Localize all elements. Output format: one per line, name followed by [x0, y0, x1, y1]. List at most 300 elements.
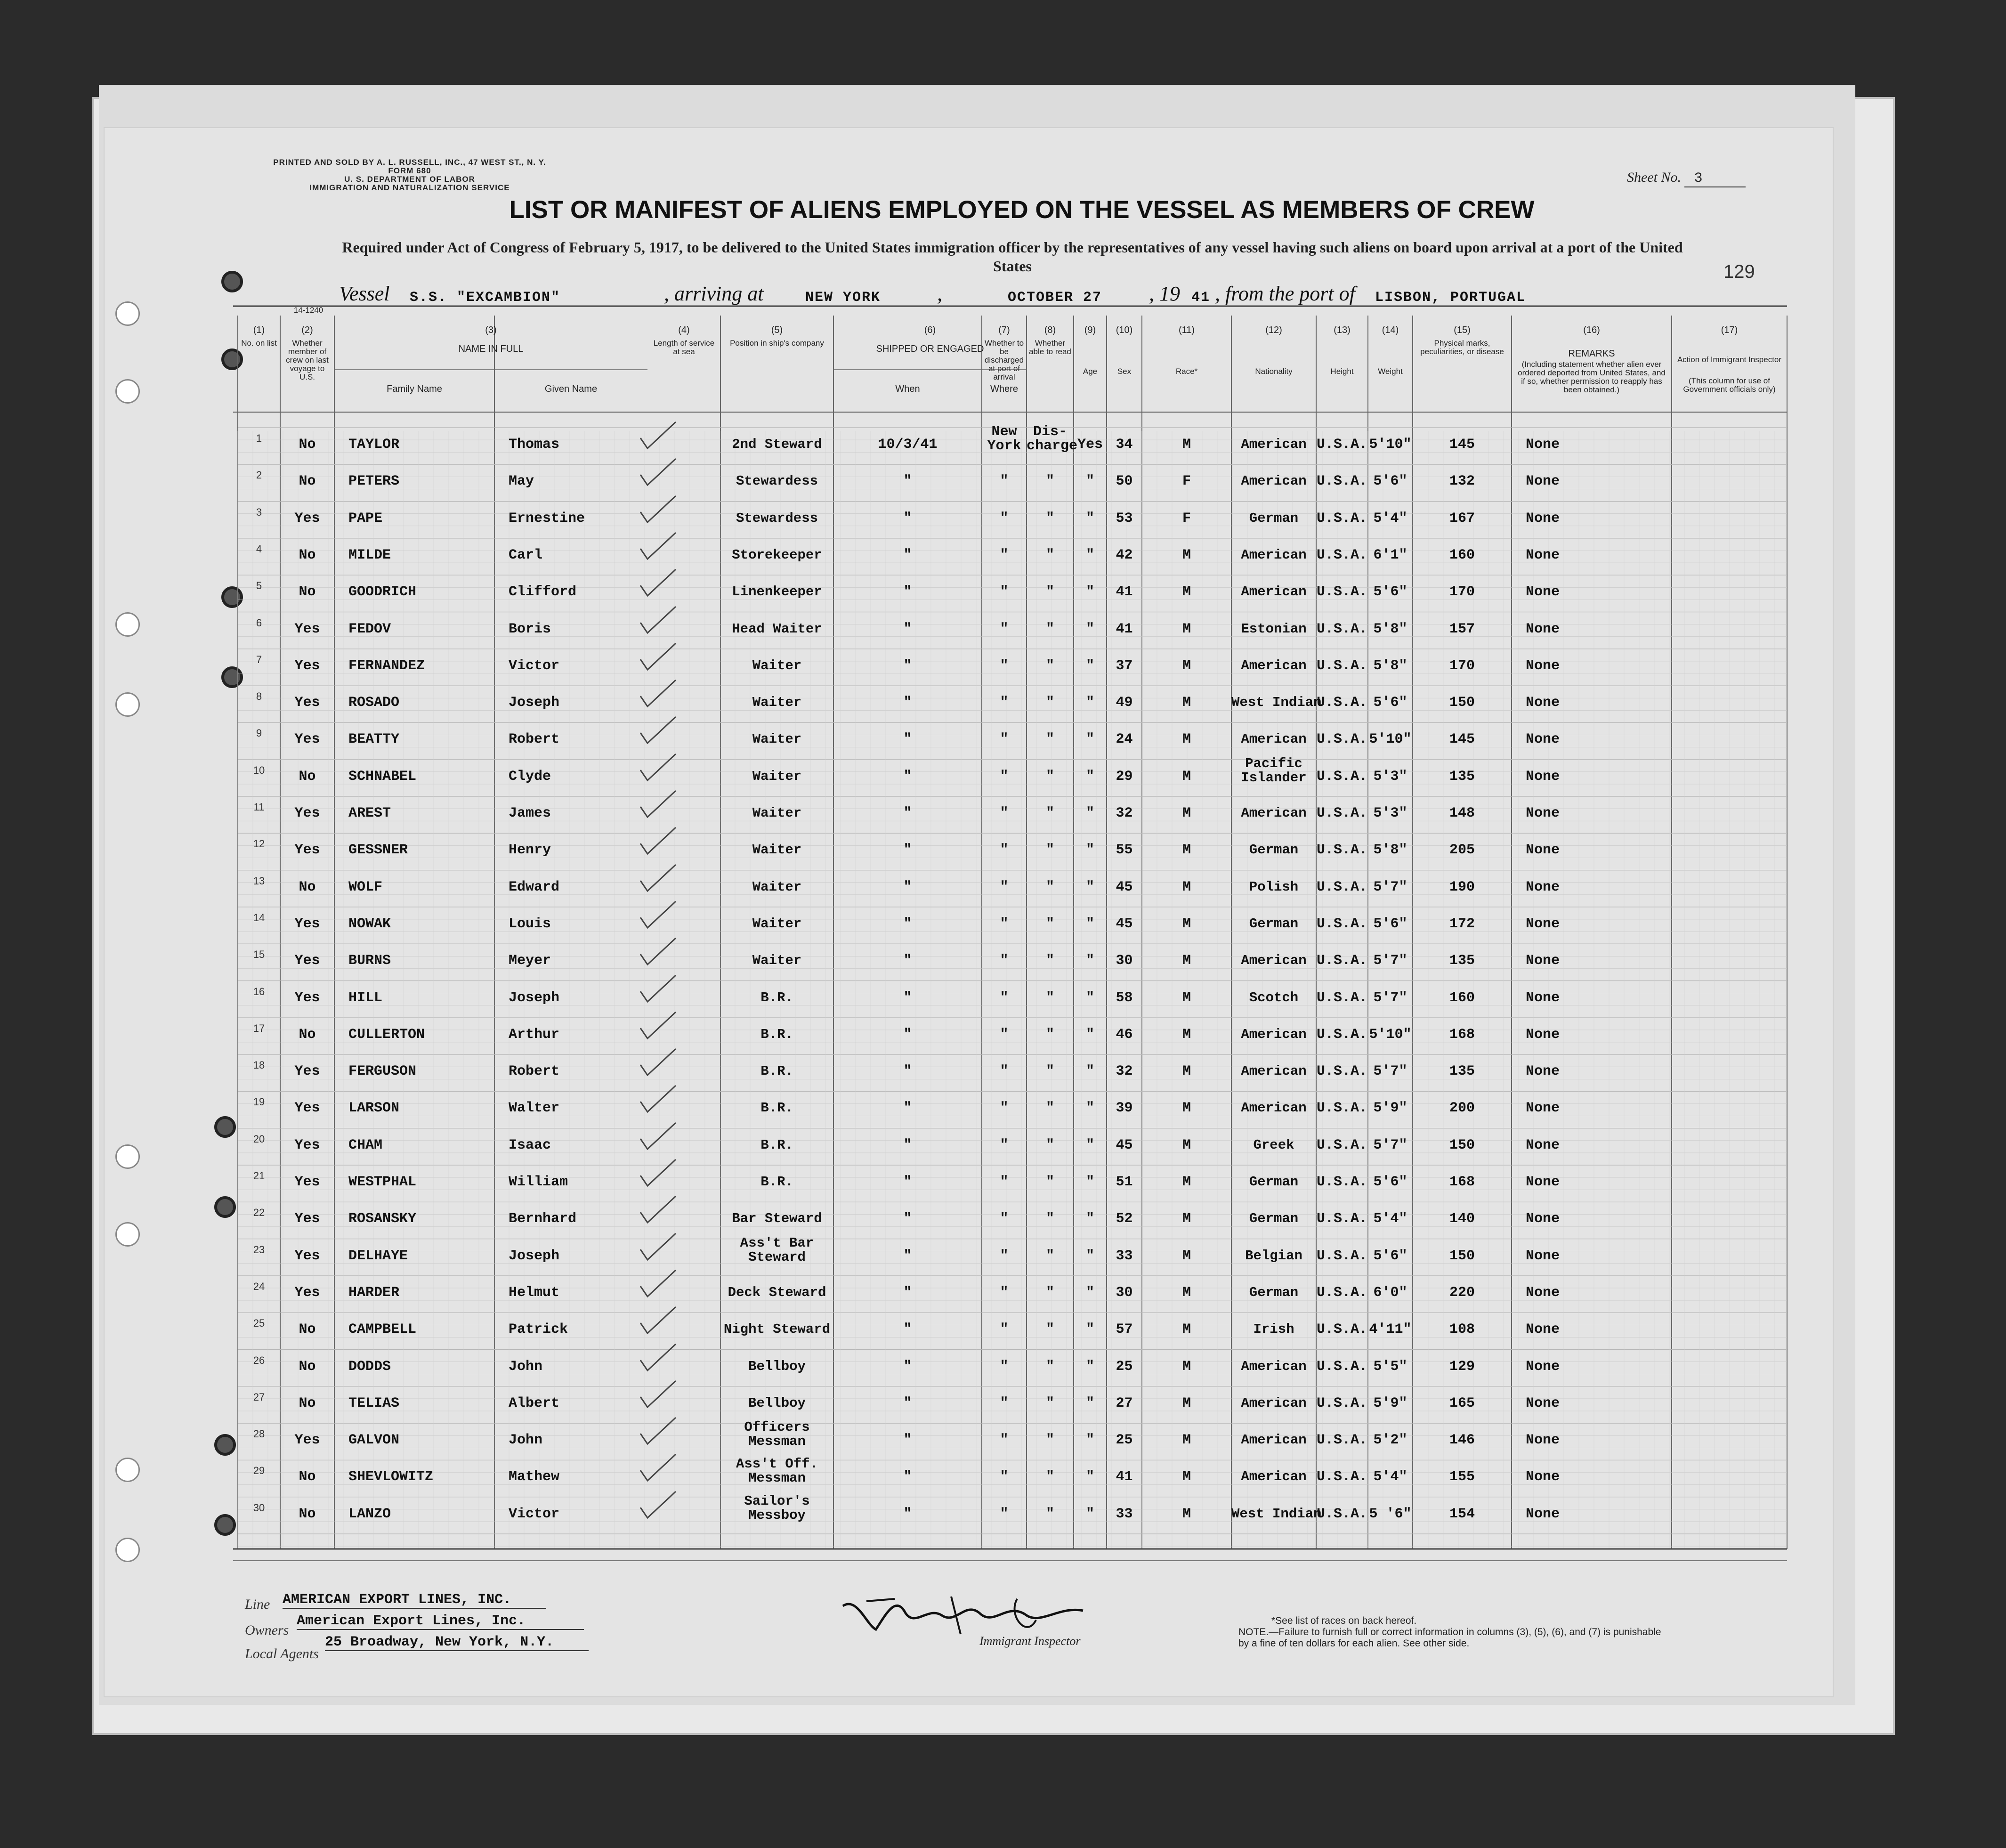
cell-family: BEATTY — [348, 731, 400, 748]
column-header-shipped: SHIPPED OR ENGAGED — [876, 344, 984, 354]
cell-age: 42 — [1116, 547, 1133, 563]
row-number: 5 — [256, 580, 262, 592]
column-number: (12) — [1265, 325, 1282, 335]
cell-age: 45 — [1116, 1137, 1133, 1153]
cell-last: Yes — [294, 657, 320, 674]
cell-when: " — [903, 1174, 912, 1190]
cell-given: Robert — [509, 731, 560, 748]
column-header-col14: Weight — [1378, 367, 1403, 376]
arrival-date: OCTOBER 27 — [1008, 290, 1102, 306]
cell-read: " — [1085, 1248, 1094, 1264]
cell-family: GESSNER — [348, 842, 408, 859]
cell-age: 41 — [1116, 584, 1133, 600]
column-header-col8: Whether able to read — [1029, 339, 1071, 356]
check-mark-icon — [638, 973, 676, 1005]
cell-weight: 220 — [1449, 1284, 1475, 1301]
cell-family: LARSON — [348, 1100, 400, 1117]
cell-marks: None — [1526, 879, 1560, 895]
cell-last: No — [299, 879, 316, 895]
cell-age: 45 — [1116, 879, 1133, 895]
cell-where: " — [1000, 916, 1009, 932]
cell-when: " — [903, 1026, 912, 1043]
cell-discharge: " — [1045, 989, 1054, 1006]
inspector-label: Immigrant Inspector — [979, 1634, 1081, 1648]
column-header-where: Where — [990, 384, 1018, 394]
row-number: 27 — [253, 1391, 265, 1403]
row-number: 26 — [253, 1354, 265, 1366]
cell-race: American — [1241, 1063, 1307, 1079]
from-port-label: , from the port of — [1215, 282, 1355, 305]
cell-read: " — [1085, 510, 1094, 527]
departure-port: LISBON, PORTUGAL — [1375, 290, 1526, 306]
cell-when: " — [903, 1506, 912, 1522]
cell-discharge: " — [1045, 1395, 1054, 1411]
cell-when: " — [903, 768, 912, 785]
cell-last: Yes — [294, 1211, 320, 1227]
cell-age: 25 — [1116, 1432, 1133, 1449]
cell-weight: 172 — [1449, 916, 1475, 932]
cell-height: 5'7" — [1373, 879, 1407, 895]
cell-family: SCHNABEL — [348, 768, 417, 785]
cell-discharge: " — [1045, 879, 1054, 895]
cell-where: " — [1000, 1137, 1009, 1153]
column-number: (11) — [1178, 325, 1195, 335]
cell-height: 5'7" — [1373, 989, 1407, 1006]
cell-family: DELHAYE — [348, 1248, 408, 1264]
cell-sex: M — [1182, 1211, 1191, 1227]
cell-nat: U.S.A. — [1316, 510, 1368, 527]
column-header-family-name: Family Name — [387, 384, 442, 394]
cell-sex: F — [1182, 473, 1191, 490]
cell-race: American — [1241, 953, 1307, 969]
cell-last: Yes — [294, 1100, 320, 1117]
cell-position: Bellboy — [748, 1358, 806, 1374]
cell-last: No — [299, 1506, 316, 1522]
cell-read: " — [1085, 547, 1094, 563]
cell-race: German — [1249, 1284, 1299, 1300]
check-mark-icon — [638, 493, 676, 526]
cell-height: 6'1" — [1373, 547, 1407, 563]
cell-given: Mathew — [509, 1469, 560, 1485]
column-number: (4) — [678, 325, 690, 335]
cell-sex: M — [1182, 805, 1191, 821]
cell-race: American — [1241, 584, 1307, 600]
cell-when: " — [903, 621, 912, 637]
cell-sex: M — [1182, 1174, 1191, 1190]
cell-nat: U.S.A. — [1316, 1211, 1368, 1227]
cell-sex: M — [1182, 916, 1191, 932]
cell-marks: None — [1526, 1358, 1560, 1375]
cell-discharge: " — [1045, 1248, 1054, 1264]
cell-marks: None — [1526, 1026, 1560, 1043]
cell-when: " — [903, 695, 912, 711]
check-mark-icon — [638, 530, 676, 563]
row-number: 15 — [253, 948, 265, 961]
cell-read: " — [1085, 1469, 1094, 1485]
cell-race: Scotch — [1249, 989, 1299, 1005]
cell-family: CULLERTON — [348, 1026, 425, 1043]
cell-weight: 145 — [1449, 437, 1475, 453]
column-number: (1) — [253, 325, 265, 335]
cell-weight: 135 — [1449, 953, 1475, 969]
cell-position: B.R. — [760, 1100, 793, 1116]
department-name: U. S. DEPARTMENT OF LABOR — [344, 175, 475, 184]
check-mark-icon — [638, 1378, 676, 1411]
cell-when: " — [903, 842, 912, 859]
cell-when: " — [903, 1248, 912, 1264]
cell-read: " — [1085, 1211, 1094, 1227]
cell-read: " — [1085, 768, 1094, 785]
cell-position: Waiter — [752, 768, 802, 784]
cell-read: " — [1085, 1174, 1094, 1190]
column-number: (10) — [1116, 325, 1133, 335]
cell-family: BURNS — [348, 953, 391, 969]
vessel-line: Vessel S.S. "EXCAMBION" , arriving at NEW YORK , OCTOBER 27 , 19 41 , from the port of LISBON, PORTUGAL — [339, 280, 1705, 308]
cell-last: No — [299, 584, 316, 600]
cell-marks: None — [1526, 805, 1560, 821]
cell-nat: U.S.A. — [1316, 1358, 1368, 1375]
cell-read: " — [1085, 805, 1094, 821]
cell-read: " — [1085, 842, 1094, 859]
cell-weight: 190 — [1449, 879, 1475, 895]
cell-position: B.R. — [760, 1174, 793, 1190]
row-number: 20 — [253, 1133, 265, 1145]
cell-position: Bellboy — [748, 1395, 806, 1411]
cell-sex: M — [1182, 1063, 1191, 1080]
cell-when: " — [903, 1395, 912, 1411]
column-number: (13) — [1334, 325, 1351, 335]
cell-family: GOODRICH — [348, 584, 417, 600]
cell-given: Joseph — [509, 989, 560, 1006]
cell-when: " — [903, 989, 912, 1006]
cell-discharge: " — [1045, 1063, 1054, 1080]
cell-discharge: Dis- charge — [1027, 424, 1078, 454]
cell-age: 51 — [1116, 1174, 1133, 1190]
cell-last: No — [299, 1395, 316, 1411]
page-title: LIST OR MANIFEST OF ALIENS EMPLOYED ON THE VESSEL AS MEMBERS OF CREW — [509, 196, 1535, 224]
cell-weight: 145 — [1449, 731, 1475, 748]
cell-given: Carl — [509, 547, 543, 563]
check-mark-icon — [638, 862, 676, 895]
cell-position: Deck Steward — [728, 1284, 826, 1300]
cell-position: Waiter — [752, 695, 802, 711]
cell-family: AREST — [348, 805, 391, 821]
cell-marks: None — [1526, 657, 1560, 674]
cell-read: " — [1085, 695, 1094, 711]
cell-sex: M — [1182, 1358, 1191, 1375]
cell-read: " — [1085, 1100, 1094, 1117]
cell-discharge: " — [1045, 1100, 1054, 1117]
column-number: (5) — [771, 325, 783, 335]
cell-family: WOLF — [348, 879, 383, 895]
cell-weight: 135 — [1449, 1063, 1475, 1080]
cell-read: " — [1085, 1026, 1094, 1043]
cell-where: " — [1000, 1395, 1009, 1411]
cell-given: Robert — [509, 1063, 560, 1080]
column-header-name: NAME IN FULL — [458, 344, 524, 354]
cell-marks: None — [1526, 695, 1560, 711]
agents-value: 25 Broadway, New York, N.Y. — [325, 1634, 589, 1651]
cell-when: " — [903, 1469, 912, 1485]
cell-last: No — [299, 768, 316, 785]
check-mark-icon — [638, 677, 676, 710]
cell-sex: M — [1182, 1100, 1191, 1117]
cell-height: 5'3" — [1373, 805, 1407, 821]
cell-last: No — [299, 1469, 316, 1485]
cell-given: Boris — [509, 621, 551, 637]
cell-race: Pacific Islander — [1241, 755, 1307, 786]
row-number: 17 — [253, 1022, 265, 1034]
cell-position: Waiter — [752, 953, 802, 969]
cell-marks: None — [1526, 916, 1560, 932]
cell-weight: 146 — [1449, 1432, 1475, 1449]
cell-read: " — [1085, 1137, 1094, 1153]
cell-position: Linenkeeper — [732, 584, 822, 600]
row-number: 6 — [256, 616, 262, 629]
cell-last: Yes — [294, 1432, 320, 1449]
cell-marks: None — [1526, 731, 1560, 748]
check-mark-icon — [638, 1083, 676, 1116]
cell-discharge: " — [1045, 657, 1054, 674]
cell-family: CAMPBELL — [348, 1321, 417, 1338]
cell-weight: 129 — [1449, 1358, 1475, 1375]
cell-last: Yes — [294, 510, 320, 527]
cell-read: " — [1085, 1395, 1094, 1411]
cell-family: NOWAK — [348, 916, 391, 932]
cell-family: PETERS — [348, 473, 400, 490]
row-number: 25 — [253, 1317, 265, 1329]
cell-age: 32 — [1116, 805, 1133, 821]
check-mark-icon — [638, 714, 676, 747]
cell-nat: U.S.A. — [1316, 1100, 1368, 1117]
cell-nat: U.S.A. — [1316, 1063, 1368, 1080]
check-mark-icon — [638, 1157, 676, 1190]
footer-note — [1238, 1615, 1662, 1649]
cell-read: " — [1085, 657, 1094, 674]
cell-weight: 200 — [1449, 1100, 1475, 1117]
cell-race: American — [1241, 1026, 1307, 1042]
cell-weight: 160 — [1449, 547, 1475, 563]
cell-race: American — [1241, 1395, 1307, 1411]
cell-where: " — [1000, 989, 1009, 1006]
cell-given: Walter — [509, 1100, 560, 1117]
row-number: 23 — [253, 1243, 265, 1256]
cell-marks: None — [1526, 473, 1560, 490]
cell-family: TELIAS — [348, 1395, 400, 1411]
check-mark-icon — [638, 899, 676, 932]
cell-where: " — [1000, 510, 1009, 527]
cell-nat: U.S.A. — [1316, 657, 1368, 674]
cell-height: 5'4" — [1373, 510, 1407, 527]
cell-when: " — [903, 1358, 912, 1375]
check-mark-icon — [638, 567, 676, 600]
column-header-col5: Position in ship's company — [730, 339, 824, 348]
cell-last: Yes — [294, 621, 320, 637]
cell-sex: F — [1182, 510, 1191, 527]
check-mark-icon — [638, 935, 676, 968]
cell-last: Yes — [294, 695, 320, 711]
cell-age: 29 — [1116, 768, 1133, 785]
cell-age: 39 — [1116, 1100, 1133, 1117]
cell-sex: M — [1182, 1137, 1191, 1153]
cell-family: CHAM — [348, 1137, 383, 1153]
cell-nat: U.S.A. — [1316, 1321, 1368, 1338]
check-mark-icon — [638, 1120, 676, 1153]
cell-marks: None — [1526, 1321, 1560, 1338]
cell-weight: 205 — [1449, 842, 1475, 859]
cell-where: " — [1000, 768, 1009, 785]
cell-when: " — [903, 731, 912, 748]
column-number: (6) — [924, 325, 936, 335]
cell-sex: M — [1182, 547, 1191, 563]
column-number: (14) — [1382, 325, 1399, 335]
cell-where: " — [1000, 842, 1009, 859]
check-mark-icon — [638, 751, 676, 784]
cell-position: Sailor's Messboy — [744, 1493, 810, 1523]
cell-race: German — [1249, 842, 1299, 858]
cell-where: " — [1000, 584, 1009, 600]
cell-marks: None — [1526, 510, 1560, 527]
check-mark-icon — [638, 1304, 676, 1337]
cell-given: Joseph — [509, 695, 560, 711]
column-header-col13: Height — [1330, 367, 1354, 376]
cell-weight: 155 — [1449, 1469, 1475, 1485]
cell-where: " — [1000, 953, 1009, 969]
column-number: (8) — [1044, 325, 1056, 335]
cell-where: " — [1000, 1284, 1009, 1301]
cell-given: May — [509, 473, 534, 490]
cell-when: " — [903, 1211, 912, 1227]
cell-position: B.R. — [760, 1137, 793, 1153]
row-number: 29 — [253, 1465, 265, 1477]
line-label: Line — [245, 1597, 270, 1612]
cell-family: TAYLOR — [348, 437, 400, 453]
cell-last: No — [299, 473, 316, 490]
cell-age: 27 — [1116, 1395, 1133, 1411]
column-header-col12: Nationality — [1255, 367, 1293, 376]
cell-last: Yes — [294, 916, 320, 932]
cell-race: American — [1241, 731, 1307, 747]
check-mark-icon — [638, 1489, 676, 1522]
row-number: 30 — [253, 1501, 265, 1514]
check-mark-icon — [638, 1231, 676, 1264]
check-mark-icon — [638, 1341, 676, 1374]
cell-read: " — [1085, 1063, 1094, 1080]
cell-race: West Indian — [1231, 695, 1322, 711]
cell-race: Irish — [1253, 1321, 1294, 1337]
cell-where: " — [1000, 473, 1009, 490]
cell-age: 53 — [1116, 510, 1133, 527]
cell-when: " — [903, 657, 912, 674]
cell-read: " — [1085, 916, 1094, 932]
cell-sex: M — [1182, 695, 1191, 711]
cell-read: " — [1085, 879, 1094, 895]
row-number: 19 — [253, 1096, 265, 1108]
cell-given: Henry — [509, 842, 551, 859]
check-mark-icon — [638, 1009, 676, 1042]
cell-nat: U.S.A. — [1316, 621, 1368, 637]
cell-height: 5'7" — [1373, 1137, 1407, 1153]
cell-height: 5'8" — [1373, 842, 1407, 859]
cell-when: " — [903, 879, 912, 895]
cell-marks: None — [1526, 842, 1560, 859]
cell-age: 57 — [1116, 1321, 1133, 1338]
row-number: 2 — [256, 469, 262, 481]
cell-when: " — [903, 1321, 912, 1338]
cell-race: American — [1241, 657, 1307, 673]
cell-weight: 140 — [1449, 1211, 1475, 1227]
cell-discharge: " — [1045, 953, 1054, 969]
column-header-col11: Race* — [1175, 367, 1198, 376]
year-prefix: , 19 — [1149, 282, 1180, 305]
cell-where: " — [1000, 879, 1009, 895]
cell-age: 30 — [1116, 953, 1133, 969]
cell-age: 58 — [1116, 989, 1133, 1006]
cell-nat: U.S.A. — [1316, 437, 1368, 453]
column-number: (9) — [1084, 325, 1096, 335]
check-mark-icon — [638, 419, 676, 452]
cell-position: B.R. — [760, 1063, 793, 1079]
cell-marks: None — [1526, 1174, 1560, 1190]
cell-given: Louis — [509, 916, 551, 932]
row-number: 13 — [253, 875, 265, 887]
cell-discharge: " — [1045, 584, 1054, 600]
form-number: FORM 680 — [388, 166, 431, 175]
cell-weight: 150 — [1449, 695, 1475, 711]
cell-where: New York — [987, 424, 1021, 454]
column-header-col15: Physical marks, peculiarities, or disease — [1420, 339, 1504, 356]
cell-race: American — [1241, 805, 1307, 821]
cell-height: 4'11" — [1369, 1321, 1412, 1338]
cell-sex: M — [1182, 657, 1191, 674]
cell-marks: None — [1526, 584, 1560, 600]
cell-last: No — [299, 1321, 316, 1338]
column-header-action-note: (This column for use of Government officials only) — [1683, 376, 1776, 394]
cell-last: Yes — [294, 1248, 320, 1264]
cell-age: 45 — [1116, 916, 1133, 932]
cell-where: " — [1000, 1063, 1009, 1080]
row-number: 28 — [253, 1428, 265, 1440]
cell-race: Greek — [1253, 1137, 1294, 1153]
cell-family: ROSADO — [348, 695, 400, 711]
cell-given: John — [509, 1358, 543, 1375]
cell-race: German — [1249, 510, 1299, 526]
cell-nat: U.S.A. — [1316, 953, 1368, 969]
cell-discharge: " — [1045, 768, 1054, 785]
column-header-col1: No. on list — [241, 339, 277, 348]
cell-when: " — [903, 1063, 912, 1080]
page-subtitle: Required under Act of Congress of February 5, 1917, to be delivered to the United States immigration officer by the representatives of any vessel having such aliens on board upon arrival at a port of the United States — [342, 239, 1683, 275]
cell-position: Night Steward — [723, 1321, 831, 1337]
cell-family: DODDS — [348, 1358, 391, 1375]
cell-given: Helmut — [509, 1284, 560, 1301]
cell-given: Ernestine — [509, 510, 585, 527]
cell-race: Estonian — [1241, 621, 1307, 637]
cell-position: Waiter — [752, 916, 802, 932]
cell-where: " — [1000, 1248, 1009, 1264]
cell-position: Waiter — [752, 657, 802, 673]
owners-label: Owners — [245, 1622, 289, 1638]
line-value: AMERICAN EXPORT LINES, INC. — [283, 1592, 546, 1609]
cell-given: Victor — [509, 1506, 560, 1522]
cell-marks: None — [1526, 1248, 1560, 1264]
cell-family: WESTPHAL — [348, 1174, 417, 1190]
cell-discharge: " — [1045, 842, 1054, 859]
cell-discharge: " — [1045, 1211, 1054, 1227]
cell-weight: 168 — [1449, 1026, 1475, 1043]
cell-discharge: " — [1045, 547, 1054, 563]
sheet-number-value: 3 — [1684, 170, 1746, 187]
